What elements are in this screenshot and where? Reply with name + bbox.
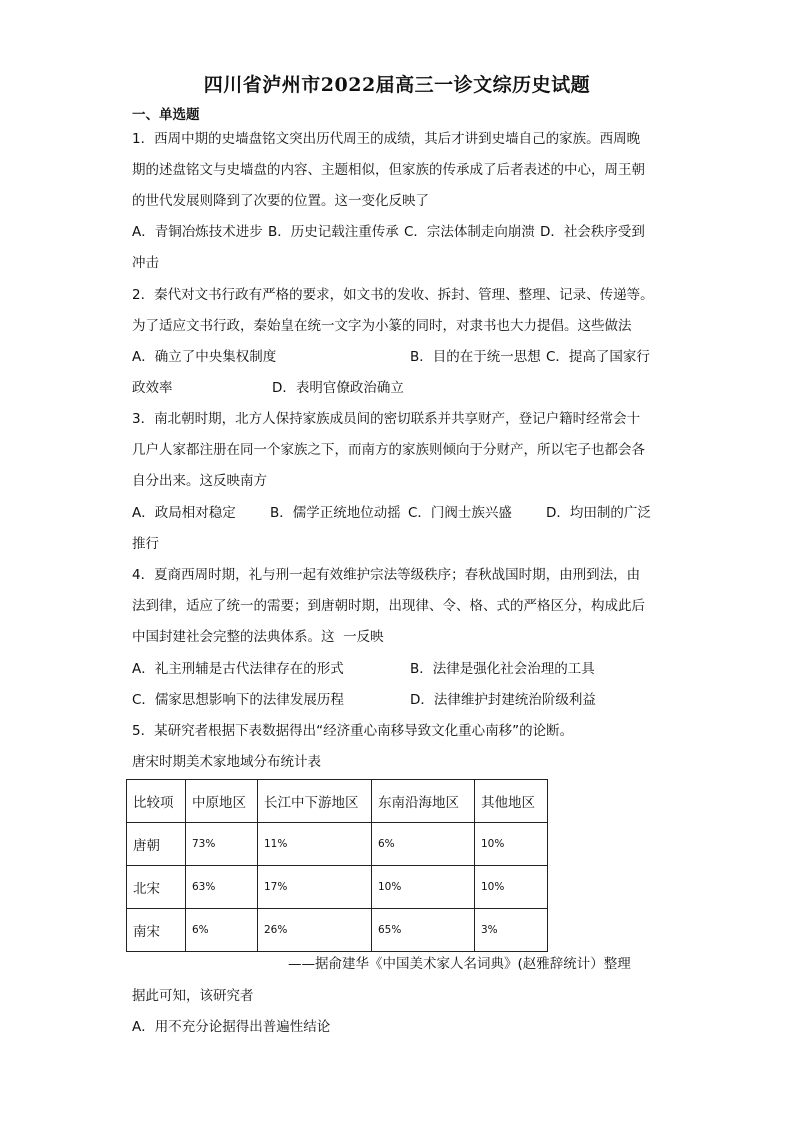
q2-option-b: B．目的在于统一思想 — [410, 349, 541, 365]
q1-line-3: 的世代发展则降到了次要的位置。这一变化反映了 — [132, 193, 429, 209]
q3-option-a: A．政局相对稳定 — [132, 505, 236, 521]
table-cell: 65% — [372, 909, 475, 952]
table-header-cell: 中原地区 — [186, 780, 258, 823]
q1-option-b: B．历史记载注重传承 — [268, 224, 399, 240]
table-cell: 北宋 — [127, 866, 186, 909]
table-cell: 南宋 — [127, 909, 186, 952]
table-header-cell: 比较项 — [127, 780, 186, 823]
q4-line-1: 4．夏商西周时期，礼与刑一起有效维护宗法等级秩序；春秋战国时期，由刑到法，由 — [132, 567, 641, 583]
q4-option-d: D．法律维护封建统治阶级利益 — [410, 692, 596, 708]
q1-option-d: D．社会秩序受到 — [540, 224, 645, 240]
q4-option-c: C．儒家思想影响下的法律发展历程 — [132, 692, 344, 708]
table-cell: 10% — [475, 866, 548, 909]
table-cell: 63% — [186, 866, 258, 909]
q3-line-2: 几户人家都注册在同一个家族之下，而南方的家族则倾向于分财产，所以宅子也都会各 — [132, 442, 645, 458]
statistics-table — [126, 779, 548, 952]
table-cell: 6% — [372, 823, 475, 866]
q5-option-a: A．用不充分论据得出普遍性结论 — [132, 1019, 331, 1035]
section-heading: 一、单选题 — [132, 107, 200, 123]
table-cell: 26% — [258, 909, 372, 952]
table-cell: 3% — [475, 909, 548, 952]
q4-line-2: 法到律，适应了统一的需要；到唐朝时期，出现律、令、格、式的严格区分，构成此后 — [132, 598, 645, 614]
table-cell: 11% — [258, 823, 372, 866]
table-cell: 73% — [186, 823, 258, 866]
q3-option-b: B．儒学正统地位动摇 — [270, 505, 401, 521]
q2-option-d: D．表明官僚政治确立 — [272, 380, 404, 396]
q4-option-a: A．礼主刑辅是古代法律存在的形式 — [132, 661, 344, 677]
table-header-cell: 东南沿海地区 — [372, 780, 475, 823]
q1-option-d-cont: 冲击 — [132, 255, 159, 271]
table-caption: 唐宋时期美术家地域分布统计表 — [132, 754, 321, 770]
q1-option-c: C．宗法体制走向崩溃 — [404, 224, 535, 240]
q2-line-1: 2．秦代对文书行政有严格的要求，如文书的发收、拆封、管理、整理、记录、传递等。 — [132, 287, 654, 303]
table-cell: 10% — [372, 866, 475, 909]
q3-line-1: 3．南北朝时期，北方人保持家族成员间的密切联系并共享财产，登记户籍时经常会十 — [132, 411, 641, 427]
q2-line-2: 为了适应文书行政，秦始皇在统一文字为小篆的同时，对隶书也大力提倡。这些做法 — [132, 318, 632, 334]
q5-stem: 据此可知，该研究者 — [132, 988, 254, 1004]
q3-option-c: C．门阀士族兴盛 — [408, 505, 512, 521]
q4-line-3: 中国封建社会完整的法典体系。这 一反映 — [132, 629, 384, 645]
q1-line-2: 期的述盘铭文与史墙盘的内容、主题相似，但家族的传承成了后者表述的中心，周王朝 — [132, 162, 645, 178]
table-row — [127, 823, 548, 866]
table-header-cell: 其他地区 — [475, 780, 548, 823]
table-row — [127, 866, 548, 909]
q5-line-1: 5．某研究者根据下表数据得出“经济重心南移导致文化重心南移”的论断。 — [132, 723, 574, 739]
table-header-cell: 长江中下游地区 — [258, 780, 372, 823]
q4-option-b: B．法律是强化社会治理的工具 — [410, 661, 595, 677]
q2-option-c-cont: 政效率 — [132, 380, 173, 396]
table-source-note: ——据俞建华《中国美术家人名词典》(赵雅辞统计）整理 — [288, 956, 631, 972]
exam-title: 四川省泸州市2022届高三一诊文综历史试题 — [203, 74, 591, 96]
q2-option-c: C．提高了国家行 — [546, 349, 650, 365]
table-header-row — [127, 780, 548, 823]
q3-line-3: 自分出来。这反映南方 — [132, 473, 267, 489]
table-cell: 6% — [186, 909, 258, 952]
table-cell: 唐朝 — [127, 823, 186, 866]
table-cell: 17% — [258, 866, 372, 909]
q3-option-d-cont: 推行 — [132, 536, 159, 552]
table-cell: 10% — [475, 823, 548, 866]
q1-line-1: 1．西周中期的史墙盘铭文突出历代周王的成绩，其后才讲到史墙自己的家族。西周晚 — [132, 131, 641, 147]
q3-option-d: D．均田制的广泛 — [546, 505, 651, 521]
table-row — [127, 909, 548, 952]
q2-option-a: A．确立了中央集权制度 — [132, 349, 277, 365]
q1-option-a: A．青铜冶炼技术进步 — [132, 224, 263, 240]
